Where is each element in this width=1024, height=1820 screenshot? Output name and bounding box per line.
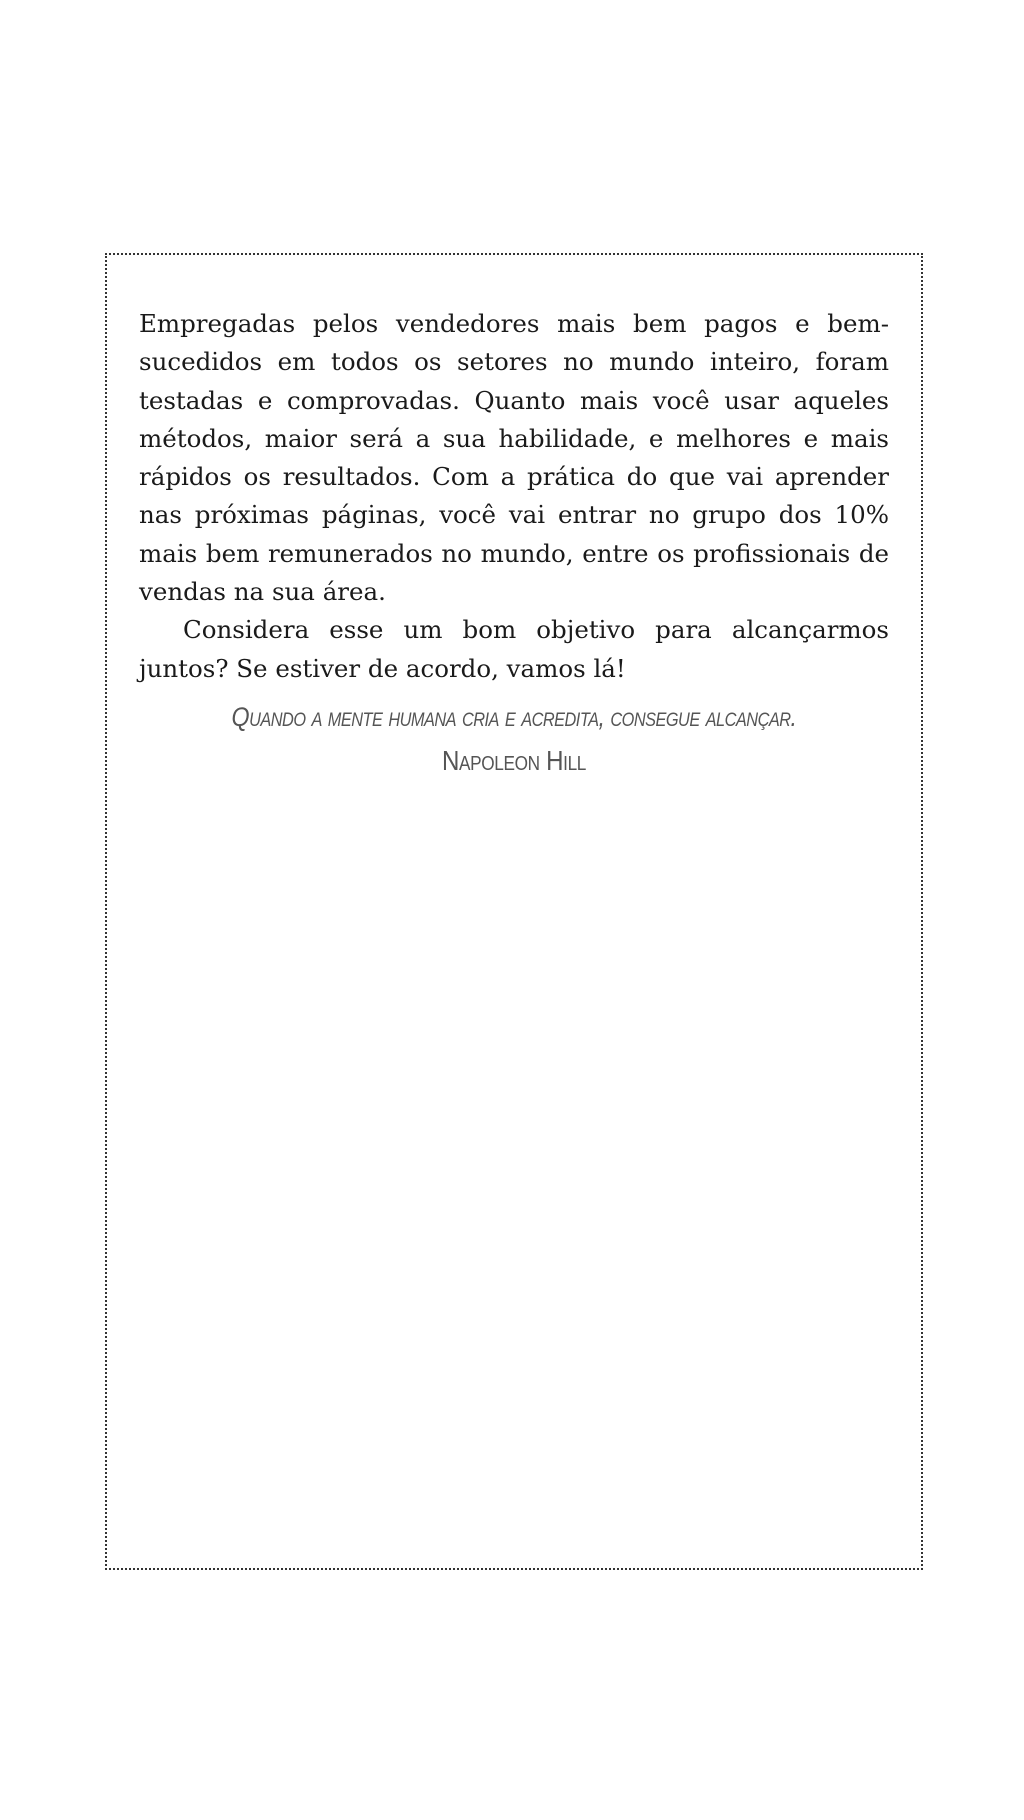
paragraph-1: Empregadas pelos vendedores mais bem pagos e bem-sucedidos em todos os setores no mundo inteiro, foram testadas e comprovadas. Quanto mais você usar aqueles métodos, maior será a sua habilidade, e melhores e mais rápidos os resultados. Com a prática do que vai aprender nas próximas páginas, você vai entrar no grupo dos 10% mais bem remunerados no mundo, entre os profissionais de vendas na sua área. <box>139 309 889 607</box>
quote-author: Napoleon Hill <box>441 745 587 776</box>
epigraph <box>107 695 921 783</box>
quote-text: Quando a mente humana cria e acredita, consegue alcançar. <box>231 702 797 732</box>
page-frame <box>105 253 923 1570</box>
paragraph-2: Considera esse um bom objetivo para alcançarmos juntos? Se estiver de acordo, vamos lá! <box>139 615 889 683</box>
body-text <box>139 305 889 688</box>
